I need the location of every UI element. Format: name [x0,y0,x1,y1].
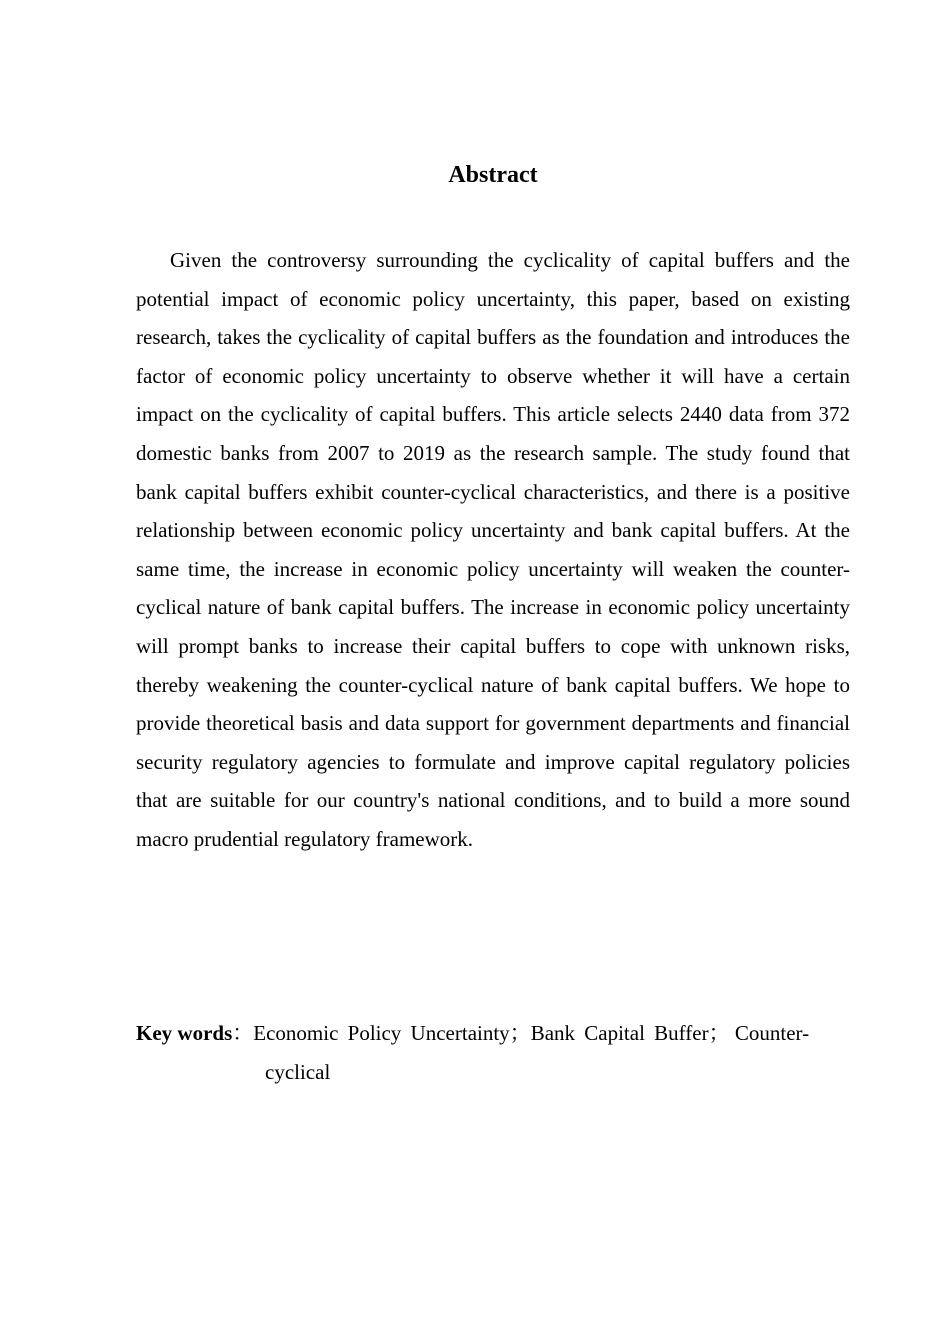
keyword-item: Bank Capital Buffer； [530,1021,730,1045]
abstract-title: Abstract [448,162,538,188]
keywords-separator: ： [232,1021,254,1045]
keywords-label: Key words [136,1021,233,1045]
keyword-item: Economic Policy Uncertainty； [253,1021,531,1045]
keyword-item: Counter-cyclical [265,1021,810,1084]
keywords-line [136,1014,850,1091]
abstract-body: Given the controversy surrounding the cyclicality of capital buffers and the potential impact of economic policy uncertainty, this paper, based on existing research, takes the cyclicality of capital buffers as the foundation and introduces the factor of economic policy uncertainty to observe whether it will have a certain impact on the cyclicality of capital buffers. This article selects 2440 data from 372 domestic banks from 2007 to 2019 as the research sample. The study found that bank capital buffers exhibit counter-cyclical characteristics, and there is a positive relationship between economic policy uncertainty and bank capital buffers. At the same time, the increase in economic policy uncertainty will weaken the counter-cyclical nature of bank capital buffers. The increase in economic policy uncertainty will prompt banks to increase their capital buffers to cope with unknown risks, thereby weakening the counter-cyclical nature of bank capital buffers. We hope to provide theoretical basis and data support for government departments and financial security regulatory agencies to formulate and improve capital regulatory policies that are suitable for our country's national conditions, and to build a more sound macro prudential regulatory framework. [136,248,850,851]
